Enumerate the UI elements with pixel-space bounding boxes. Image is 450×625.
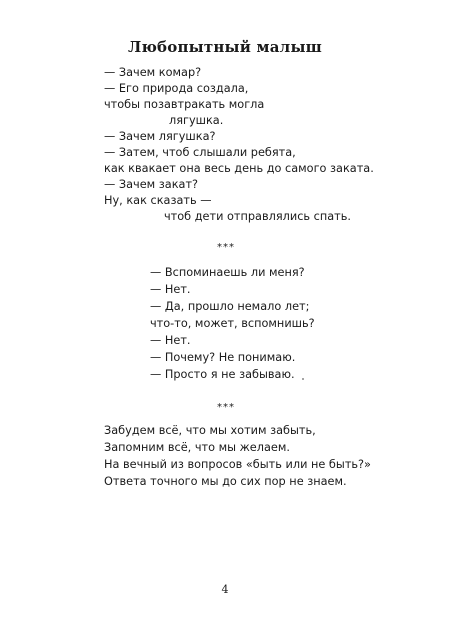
poem-2-line: — Просто я не забываю. [150, 368, 295, 381]
poem-3-line: Ответа точного мы до сих пор не знаем. [104, 475, 347, 488]
poem-2-line: — Нет. [150, 334, 191, 347]
poem-2-line: что-то, может, вспомнишь? [150, 317, 315, 330]
poem-2-line: — Нет. [150, 283, 191, 296]
poem-2-line: — Почему? Не понимаю. [150, 351, 296, 364]
poem-title: Любопытный малыш [127, 38, 322, 56]
poem-1-line: чтобы позавтракать могла [104, 98, 265, 111]
poem-1-line: — Затем, чтоб слышали ребята, [104, 146, 296, 159]
poem-1-line: — Его природа создала, [104, 82, 249, 95]
poem-1-line: Ну, как сказать — [104, 194, 212, 207]
poem-1-line: — Зачем лягушка? [104, 130, 216, 143]
poem-2-line: — Вспоминаешь ли меня? [150, 266, 305, 279]
poem-3-line: Забудем всё, что мы хотим забыть, [104, 424, 316, 437]
poem-2-line: — Да, прошло немало лет; [150, 300, 310, 313]
page-number: 4 [221, 583, 229, 596]
poem-1-line: — Зачем закат? [104, 178, 199, 191]
section-separator: *** [217, 242, 235, 253]
paper-speck [302, 378, 304, 380]
poem-3-line: Запомним всё, что мы желаем. [104, 441, 290, 454]
poem-1-line: — Зачем комар? [104, 66, 202, 79]
poem-1-line: лягушка. [169, 114, 224, 127]
poem-1-line: как квакает она весь день до самого заката. [104, 162, 374, 175]
poem-1-line: чтоб дети отправлялись спать. [164, 210, 352, 223]
section-separator: *** [217, 402, 235, 413]
poem-3-line: На вечный из вопросов «быть или не быть?» [104, 458, 371, 471]
